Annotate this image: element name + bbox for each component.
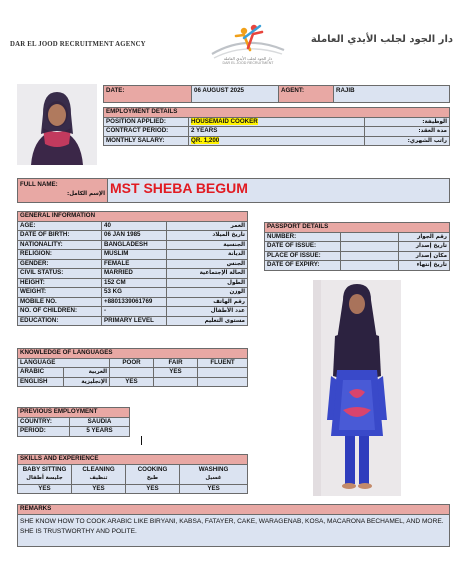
general-value: +8801339061769 — [102, 297, 167, 307]
portrait-photo — [17, 84, 97, 165]
general-value: MARRIED — [102, 269, 167, 279]
general-value: 53 KG — [102, 288, 167, 298]
general-label-ar: تاريخ الميلاد — [167, 231, 248, 241]
general-value: PRIMARY LEVEL — [102, 316, 167, 326]
skill-value: YES — [126, 484, 180, 494]
lang-name-ar: الإنجليزية — [64, 377, 110, 387]
general-label-ar: رقم الهاتف — [167, 297, 248, 307]
agency-name-en: DAR EL JOOD RECRUITMENT AGENCY — [10, 41, 146, 48]
previous-value: 5 YEARS — [70, 427, 130, 437]
full-name-label: FULL NAME: — [20, 181, 58, 188]
salary-value: QR. 1,200 — [191, 136, 220, 144]
general-label: NATIONALITY: — [18, 240, 102, 250]
lang-name: ENGLISH — [18, 377, 64, 387]
employment-label: POSITION APPLIED: — [104, 117, 189, 127]
general-value: 06 JAN 1985 — [102, 231, 167, 241]
general-value: BANGLADESH — [102, 240, 167, 250]
general-value: 152 CM — [102, 278, 167, 288]
passport-title: PASSPORT DETAILS — [265, 223, 450, 233]
general-label-ar: الديانة — [167, 250, 248, 260]
employment-value — [189, 117, 365, 127]
lang-name-ar: العربية — [64, 368, 110, 378]
passport-value — [341, 261, 399, 271]
skills-table — [17, 454, 248, 494]
lang-name: ARABIC — [18, 368, 64, 378]
passport-label: PLACE OF ISSUE: — [265, 251, 341, 261]
employment-label-ar: راتب الشهري: — [365, 136, 450, 146]
general-label: NO. OF CHILDREN: — [18, 307, 102, 317]
skill-name-ar: جليسة أطفال — [26, 475, 63, 481]
full-body-photo — [313, 280, 401, 496]
passport-label-ar: رقم الجواز — [399, 232, 450, 242]
contract-value: 2 YEARS — [189, 127, 365, 137]
employment-value — [189, 136, 365, 146]
skill-name-ar: غسيل — [205, 475, 222, 481]
passport-table — [264, 222, 450, 271]
skills-title: SKILLS AND EXPERIENCE — [18, 455, 248, 465]
lang-fair: YES — [154, 368, 198, 378]
remarks-text: SHE KNOW HOW TO COOK ARABIC LIKE BIRYANI, KABSA, FATAYER, CAKE, WARAGENAB, KOSA, MACARONA BECHAMEL, AND MORE. SHE IS TRUSTWORTHY AND POLITE. — [18, 514, 450, 546]
general-label: AGE: — [18, 221, 102, 231]
logo-caption-en: DAR EL JOOD RECRUITMENT — [222, 61, 274, 65]
lang-header: POOR — [110, 358, 154, 368]
skill-cell — [72, 464, 126, 484]
employment-table — [103, 107, 450, 146]
employment-label-ar: الوظيفة: — [365, 117, 450, 127]
general-label-ar: الوزن — [167, 288, 248, 298]
general-label-ar: الجنسية — [167, 240, 248, 250]
skill-cell — [18, 464, 72, 484]
agent-label: AGENT: — [279, 86, 334, 103]
general-label-ar: الجنس — [167, 259, 248, 269]
general-label: MOBILE NO. — [18, 297, 102, 307]
general-value: FEMALE — [102, 259, 167, 269]
date-agent-table — [103, 85, 450, 103]
position-value: HOUSEMAID COOKER — [191, 117, 258, 125]
skill-name-ar: تنظيف — [89, 475, 108, 481]
previous-label: COUNTRY: — [18, 417, 70, 427]
date-label: DATE: — [104, 86, 192, 103]
general-label: EDUCATION: — [18, 316, 102, 326]
remarks-table — [17, 504, 450, 547]
full-name-label-ar: الإسم الكامل: — [67, 190, 105, 197]
passport-label-ar: مكان إصدار — [399, 251, 450, 261]
general-label-ar: الحالة الإجتماعية — [167, 269, 248, 279]
lang-fluent — [198, 368, 248, 378]
skill-name: COOKING — [137, 466, 168, 473]
skill-cell — [126, 464, 180, 484]
passport-label-ar: تاريخ إصدار — [399, 242, 450, 252]
lang-fair — [154, 377, 198, 387]
lang-poor — [110, 368, 154, 378]
general-label-ar: عدد الأطفال — [167, 307, 248, 317]
skill-name: BABY SITTING — [22, 466, 67, 473]
passport-label: NUMBER: — [265, 232, 341, 242]
skill-value: YES — [72, 484, 126, 494]
passport-label-ar: تاريخ إنتهاء — [399, 261, 450, 271]
skill-name: WASHING — [198, 466, 229, 473]
general-label: CIVIL STATUS: — [18, 269, 102, 279]
full-name-table — [17, 178, 450, 203]
general-value: MUSLIM — [102, 250, 167, 260]
general-label: DATE OF BIRTH: — [18, 231, 102, 241]
full-name-label-cell — [18, 179, 108, 203]
skill-value: YES — [18, 484, 72, 494]
languages-title: KNOWLEDGE OF LANGUAGES — [18, 349, 248, 359]
previous-employment-table — [17, 407, 130, 437]
general-label-ar: العمر — [167, 221, 248, 231]
skill-cell — [180, 464, 248, 484]
employment-title: EMPLOYMENT DETAILS — [104, 108, 450, 118]
skill-name-ar: طبخ — [146, 475, 159, 481]
lang-poor: YES — [110, 377, 154, 387]
passport-label: DATE OF ISSUE: — [265, 242, 341, 252]
agency-name-ar: دار الجود لجلب الأيدي العاملة — [310, 34, 453, 45]
general-value: - — [102, 307, 167, 317]
languages-table — [17, 348, 248, 387]
general-label: RELIGION: — [18, 250, 102, 260]
general-label-ar: مستوى التعليم — [167, 316, 248, 326]
skill-name: CLEANING — [82, 466, 115, 473]
previous-title: PREVIOUS EMPLOYMENT — [18, 408, 130, 418]
general-info-title: GENERAL INFORMATION — [18, 212, 248, 222]
date-value: 06 AUGUST 2025 — [192, 86, 279, 103]
lang-header: FLUENT — [198, 358, 248, 368]
logo-caption-ar: دار الجود لجلب الأيدي العاملة — [223, 56, 273, 61]
general-label-ar: الطول — [167, 278, 248, 288]
text-cursor — [141, 436, 142, 445]
general-label: HEIGHT: — [18, 278, 102, 288]
lang-header: FAIR — [154, 358, 198, 368]
passport-value — [341, 251, 399, 261]
general-label: WEIGHT: — [18, 288, 102, 298]
lang-header: LANGUAGE — [18, 358, 110, 368]
skill-value: YES — [180, 484, 248, 494]
passport-value — [341, 242, 399, 252]
passport-value — [341, 232, 399, 242]
employment-label: CONTRACT PERIOD: — [104, 127, 189, 137]
agent-value: RAJIB — [334, 86, 450, 103]
employment-label-ar: مدة العقد: — [365, 127, 450, 137]
full-name-value: MST SHEBA BEGUM — [110, 180, 248, 197]
general-info-table — [17, 211, 248, 326]
general-value: 40 — [102, 221, 167, 231]
passport-label: DATE OF EXPIRY: — [265, 261, 341, 271]
previous-label: PERIOD: — [18, 427, 70, 437]
full-name-value-cell — [108, 179, 450, 203]
previous-value: SAUDIA — [70, 417, 130, 427]
employment-label: MONTHLY SALARY: — [104, 136, 189, 146]
general-label: GENDER: — [18, 259, 102, 269]
remarks-title: REMARKS — [18, 505, 450, 515]
lang-fluent — [198, 377, 248, 387]
